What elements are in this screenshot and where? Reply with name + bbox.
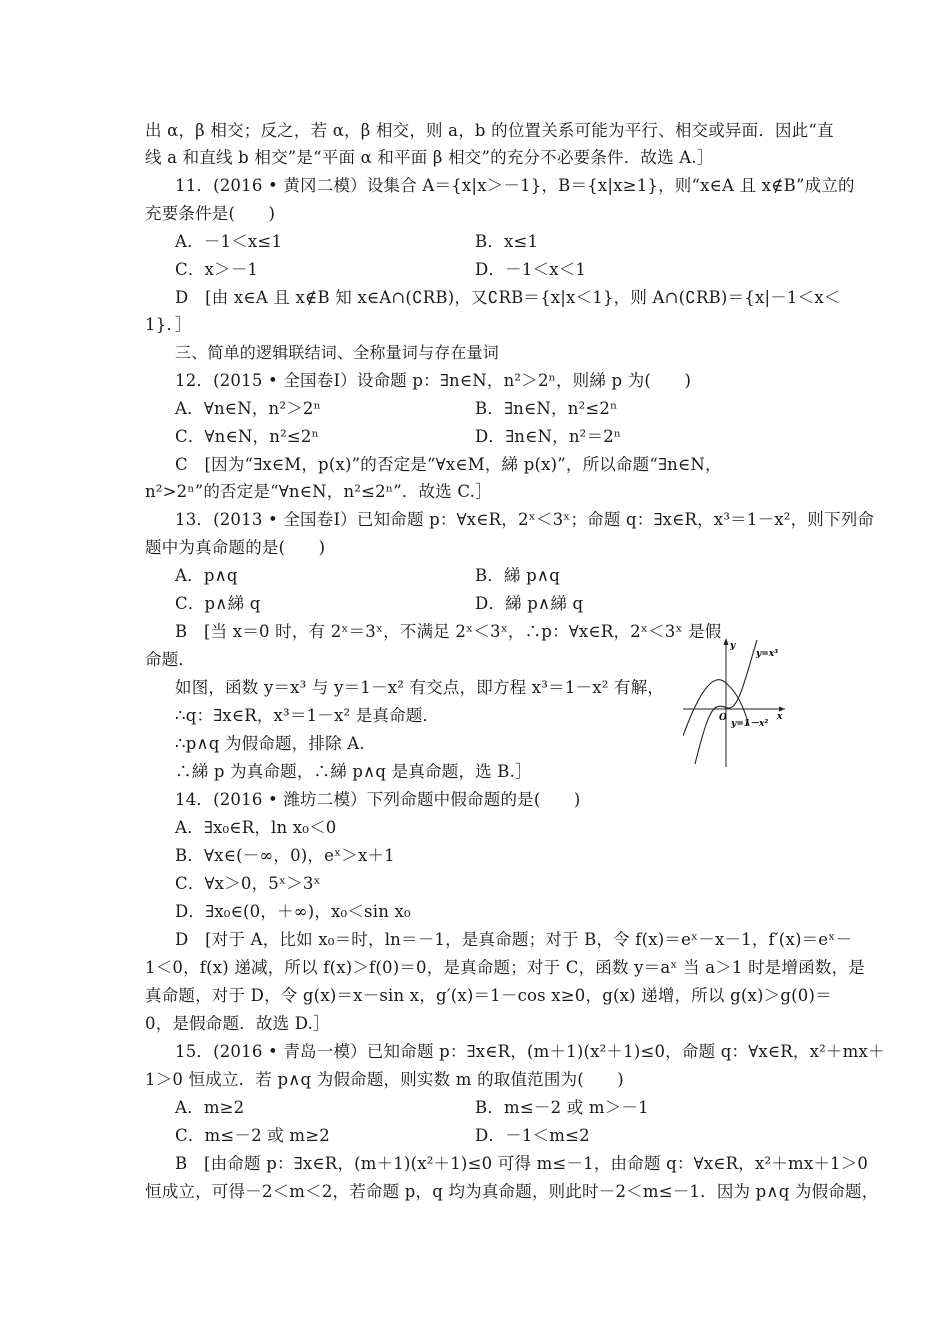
option-d: D．綈 p∧綈 q — [475, 594, 584, 613]
answer-15: B [由命题 p：∃x∈R，(m＋1)(x²＋1)≤0 可得 m≤－1，由命题 q：∀x∈R，x²＋mx＋1＞0 — [175, 1154, 869, 1173]
option-b: B．∃n∈N，n²≤2ⁿ — [475, 399, 618, 418]
option-a: A．∃x₀∈R，ln x₀＜0 — [175, 818, 337, 837]
function-graph-figure — [683, 636, 789, 767]
text-line: 1}．］ — [145, 315, 192, 334]
section-heading: 三、简单的逻辑联结词、全称量词与存在量词 — [175, 343, 500, 362]
option-c: C．x＞－1 — [175, 260, 259, 279]
question-11-stem: 11．(2016 • 黄冈二模）设集合 A＝{x|x＞－1}，B＝{x|x≥1}，则“x∈A 且 x∉B”成立的 — [175, 176, 855, 195]
y-axis-arrow-icon — [724, 638, 729, 645]
text-line: 恒成立，可得－2＜m＜2，若命题 p，q 均为真命题，则此时－2＜m≤－1．因为 p∧q 为假命题， — [145, 1182, 879, 1201]
option-a: A．m≥2 — [175, 1098, 245, 1117]
text-line: ∴綈 p 为真命题，∴綈 p∧q 是真命题，选 B.］ — [175, 762, 532, 781]
x-axis-arrow-icon — [779, 707, 785, 712]
option-d: D．－1＜m≤2 — [475, 1126, 590, 1145]
answer-13: B [当 x＝0 时，有 2ˣ＝3ˣ，不满足 2ˣ＜3ˣ，∴p：∀x∈R，2ˣ＜3ˣ 是假 — [175, 622, 722, 641]
option-d: D．－1＜x＜1 — [475, 260, 587, 279]
parabola-label: y=1－x² — [731, 719, 769, 729]
text-line: 1＜0，f(x) 递减，所以 f(x)＞f(0)＝0，是真命题；对于 C，函数 y＝aˣ 当 a＞1 时是增函数，是 — [145, 958, 865, 977]
text-line: ∴p∧q 为假命题，排除 A. — [175, 734, 365, 753]
x-axis-label: x — [777, 712, 783, 722]
text-line: 真命题，对于 D，令 g(x)＝x－sin x，g′(x)＝1－cos x≥0，g(x) 递增，所以 g(x)＞g(0)＝ — [145, 986, 832, 1005]
option-d: D．∃x₀∈(0，＋∞)，x₀＜sin x₀ — [175, 902, 411, 921]
origin-label: O — [719, 713, 727, 723]
option-c: C．∀x＞0，5ˣ＞3ˣ — [175, 874, 321, 893]
option-d: D．∃n∈N，n²＝2ⁿ — [475, 427, 622, 446]
text-line: 充要条件是( ) — [145, 204, 276, 223]
option-b: B．x≤1 — [475, 232, 539, 251]
question-12-stem: 12．(2015 • 全国卷Ⅰ）设命题 p：∃n∈N，n²＞2ⁿ，则綈 p 为( ) — [175, 371, 692, 390]
text-line: 线 a 和直线 b 相交”是“平面 α 和平面 β 相交”的充分不必要条件．故选 A.］ — [145, 148, 714, 167]
text-line: 0，是假命题．故选 D.］ — [145, 1014, 330, 1033]
text-line: n²>2ⁿ”的否定是“∀n∈N，n²≤2ⁿ”．故选 C.］ — [145, 482, 492, 501]
y-axis-label: y — [730, 641, 736, 651]
text-line: 命题． — [145, 650, 196, 669]
question-15-stem: 15．(2016 • 青岛一模）已知命题 p：∃x∈R，(m＋1)(x²＋1)≤0，命题 q：∀x∈R，x²＋mx＋ — [175, 1042, 885, 1061]
option-c: C．p∧綈 q — [175, 594, 261, 613]
option-a: A．－1＜x≤1 — [175, 232, 283, 251]
option-a: A．p∧q — [175, 566, 238, 585]
answer-11: D [由 x∈A 且 x∉B 知 x∈A∩(∁RB)，又∁RB＝{x|x＜1}，则 A∩(∁RB)＝{x|－1＜x＜ — [175, 288, 841, 307]
question-13-stem: 13．(2013 • 全国卷Ⅰ）已知命题 p：∀x∈R，2ˣ＜3ˣ；命题 q：∃x∈R，x³＝1－x²，则下列命 — [175, 510, 875, 529]
answer-12: C [因为“∃x∈M，p(x)”的否定是“∀x∈M，綈 p(x)”，所以命题“∃n∈N， — [175, 455, 722, 474]
cubic-label: y=x³ — [756, 649, 779, 659]
text-line: 题中为真命题的是( ) — [145, 538, 326, 557]
option-a: A．∀n∈N，n²＞2ⁿ — [175, 399, 321, 418]
option-c: C．m≤－2 或 m≥2 — [175, 1126, 330, 1145]
text-line: 出 α，β 相交；反之，若 α，β 相交，则 a，b 的位置关系可能为平行、相交或异面．因此“直 — [145, 121, 834, 140]
option-b: B．m≤－2 或 m＞－1 — [475, 1098, 649, 1117]
text-line: ∴q：∃x∈R，x³＝1－x² 是真命题． — [175, 706, 440, 725]
option-c: C．∀n∈N，n²≤2ⁿ — [175, 427, 319, 446]
option-b: B．∀x∈(－∞，0)，eˣ＞x＋1 — [175, 846, 395, 865]
option-b: B．綈 p∧q — [475, 566, 560, 585]
answer-14: D [对于 A，比如 x₀＝时，ln＝－1，是真命题；对于 B，令 f(x)＝eˣ－x－1，f′(x)＝eˣ－ — [175, 930, 853, 949]
text-line: 如图，函数 y＝x³ 与 y＝1－x² 有交点，即方程 x³＝1－x² 有解， — [175, 678, 665, 697]
question-14-stem: 14．(2016 • 潍坊二模）下列命题中假命题的是( ) — [175, 790, 581, 809]
text-line: 1＞0 恒成立．若 p∧q 为假命题，则实数 m 的取值范围为( ) — [145, 1070, 624, 1089]
